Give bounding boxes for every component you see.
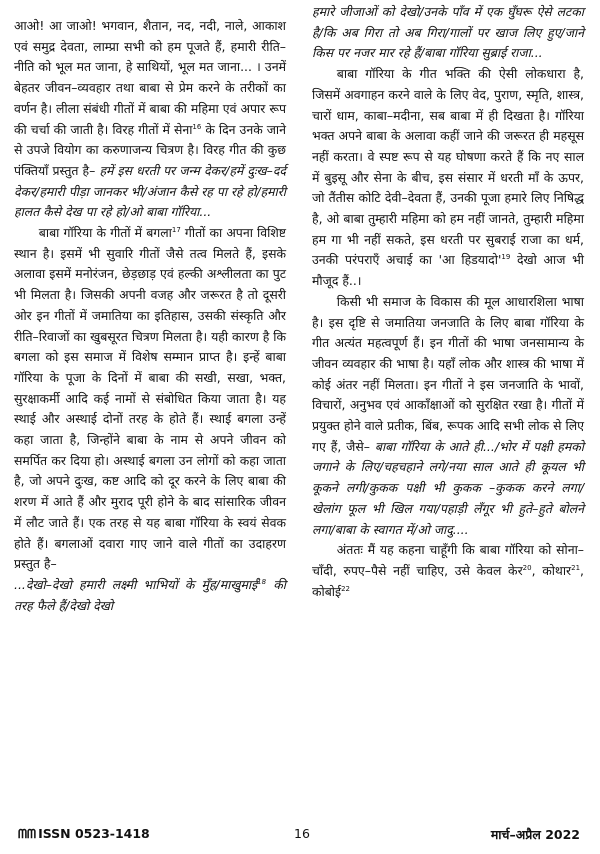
text-run: गीतों का अपना विशिष्ट स्थान है। इसमें भी सुवारि गीतों जैसे तत्व मिलते हैं, इसके अलावा इसमें मनोरंजन, छेड़छाड़ एवं हल्की अश्लीलता का पुट भी मिलता है। जिसकी अपनी वजह और जरूरत है तो दूसरी ओर इन गीतों में जमातिया का इतिहास, उसकी संस्कृति और रीति–रिवाजों का खुबसूरत चित्रण मिलता है। यही कारण है कि बगला को इस समाज में विशेष सम्मान प्राप्त है। इन्हें बाबा गॉरिया के पूजा के दिनों में बाबा की सखी, सखा, भक्त, सुरक्षाकर्मी आदि कई नामों से संबोधित किया जाता है। यह स्थाई और अस्थाई दोनों तरह के होते हैं। स्थाई बगला उन्हें कहा जाता है, जिन्होंने बाबा के नाम से अपने जीवन को समर्पित कर दिया हो। अस्थाई बगला उन लोगों को कहा जाता है, जो अपने दुःख, कष्ट आदि को दूर करने के लिए बाबा की शरण में आते हैं और मुराद पूरी होने के बाद सांसारिक जीवन में लौट जाते हैं। एक तरह से यह बाबा गॉरिया के स्वयं सेवक होते हैं। बगलाओं दवारा गाए जाने वाले गीतों का उदाहरण प्रस्तुत है– xyxy=(14,225,286,572)
text-run: देखो आज भी मौजूद हैं..। xyxy=(312,252,584,289)
issn-text: ISSN 0523-1418 xyxy=(38,826,150,841)
left-column xyxy=(14,16,286,616)
text-run: की तरह फैले हैं/देखो देखो xyxy=(14,576,287,613)
journal-logo-icon: ᗰᗰ xyxy=(18,826,37,841)
issue-date: मार्च–अप्रैल 2022 xyxy=(490,827,580,842)
song-quote: बाबा गॉरिया के आते ही.../भोर में पक्षी हमको जगाने के लिए/चहचहाने लगे/नया साल आते ही कूयल भी कूकने लगी/कुकक पक्षी भी कुकक –कुकक करने लगा/खेलांग फूल भी खिल गया/पहाड़ी लँगूर भी हुते–हुते बोलने लगा/बाबा के स्वागत में/ओ जादु.... xyxy=(312,438,584,537)
song-quote: हमारे जीजाओं को देखो/उनके पाँव में एक घुँघरू ऐसे लटका है/कि अब गिरा तो अब गिरा/गालों पर खाज लिए हुए/जाने किस पर नजर मार रहे हैं/बाबा गॉरिया सुब्राई राजा... xyxy=(312,4,584,61)
page-footer xyxy=(0,826,600,848)
footnote-ref: 16 xyxy=(192,122,202,131)
text-run: , कोथार xyxy=(531,562,572,578)
text-run: आओ! आ जाओ! भगवान, शैतान, नद, नदी, नाले, आकाश एवं समुद्र देवता, लाम्प्रा सभी को हम पूजते हैं, हमारी रीति–नीति को भूल मत जाना, हे साथियों, भूल मत जाना... । उनमें बेहतर जीवन–व्यवहार तथा बाबा से प्रेम करने के तरीकों का वर्णन है। लीला संबंधी गीतों में बाबा की महिमा एवं अपार रूप की चर्चा की जाती है। विरह गीतों में सेना xyxy=(14,18,286,137)
text-run: बाबा गॉरिया के गीत भक्ति की ऐसी लोकधारा है, जिसमें अवगाहन करने वाले के लिए वेद, पुराण, स्मृति, शास्त्र, चारों धाम, काबा–मदीना, सब बाबा में ही दिखता है। गॉरिया भक्त अपने बाबा के अलावा कहीं जाने की जरूरत ही महसूस नहीं करता। वे स्पष्ट रूप से यह घोषणा करते हैं कि नए साल में बुइसू और सेना के बीच, इस संसार में धरती माँ के ऊपर, जो तैंतीस कोटि देवी–देवता हैं, उनकी पूजा हमारे लिए निषिद्ध है, ओ बाबा तुम्हारी महिमा को हम नहीं जानते, तुम्हारी महिमा हम गा भी नहीं सकते, इस धरती पर सुबराई राजा का धर्म, उनकी परंपराएँ अचाई का 'आ हिडयादो' xyxy=(312,66,584,268)
paragraph xyxy=(14,16,286,223)
text-run: बाबा गॉरिया के गीतों में बगला xyxy=(38,225,172,241)
footnote-ref: 19 xyxy=(501,253,511,262)
paragraph xyxy=(312,540,584,602)
footnote-ref: 18 xyxy=(257,577,267,586)
text-run: के दिन उनके जाने से उपजे वियोग का करुणाजन्य चित्रण है। विरह गीत की कुछ पंक्तियाँ प्रस्तुत है– xyxy=(14,121,286,178)
page-number: 16 xyxy=(294,826,310,841)
footnote-ref: 22 xyxy=(341,584,351,593)
text-run: , कोबोई xyxy=(312,562,584,599)
song-quote xyxy=(14,575,286,616)
song-quote: हमें इस धरती पर जन्म देकर/हमें दुःख–दर्द देकर/हमारी पीड़ा जानकर भी/अंजान कैसे रह पा रहे हो/हमारी हालत कैसे देख पा रहे हो/ओ बाबा गॉरिया... xyxy=(14,162,286,220)
issn-label xyxy=(18,826,150,842)
footnote-ref: 21 xyxy=(571,563,581,572)
paragraph xyxy=(312,292,584,540)
text-run: किसी भी समाज के विकास की मूल आधारशिला भाषा है। इस दृष्टि से जमातिया जनजाति के लिए बाबा गॉरिया के गीत अत्यंत महत्वपूर्ण हैं। इन गीतों की भाषा जनसामान्य के जीवन व्यवहार की भाषा है। यहाँ लोक और शास्त्र की भाषा में कोई अंतर नहीं मिलता। इन गीतों ने इस जनजाति के भावों, विचारों, अनुभव एवं आकाँक्षाओं को सुरक्षित रखा है। गीतों में प्रयुक्त होने वाले प्रतीक, बिंब, रूपक आदि सभी लोक से लिए गए हैं, जैसे– xyxy=(312,293,584,454)
paragraph xyxy=(312,64,584,292)
footnote-ref: 20 xyxy=(522,563,532,572)
footnote-ref: 17 xyxy=(171,225,181,234)
right-column xyxy=(312,2,584,602)
text-run: अंततः मैं यह कहना चाहूँगी कि बाबा गॉरिया को सोना–चाँदी, रुपए–पैसे नहीं चाहिए, उसे केवल केर xyxy=(312,542,584,578)
paragraph xyxy=(14,223,286,575)
text-run: ...देखो–देखो हमारी लक्ष्मी भाभियों के मुँह/माखुमाई xyxy=(14,576,258,592)
